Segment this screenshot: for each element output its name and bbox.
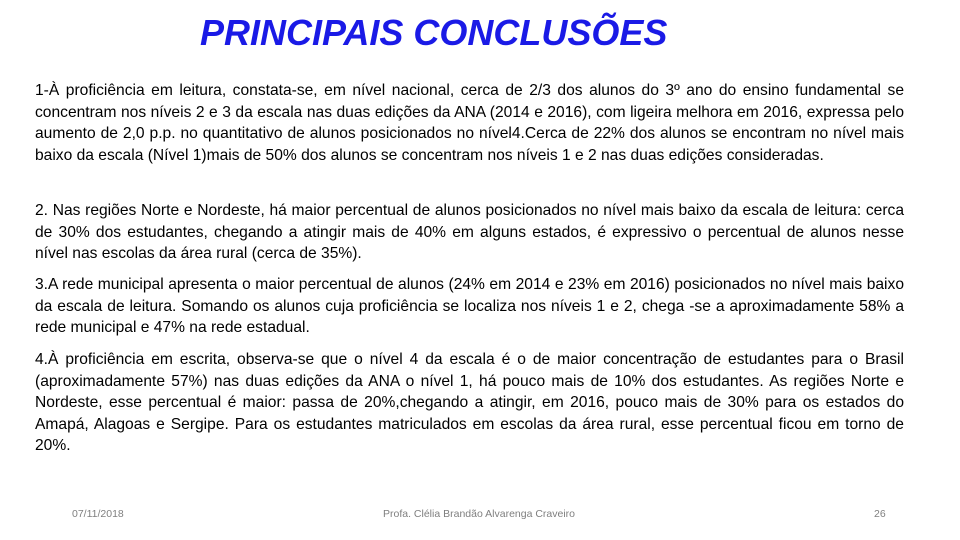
- conclusion-paragraph-1: 1-À proficiência em leitura, constata-se, em nível nacional, cerca de 2/3 dos alunos do 3º ano do ensino fundamental se concentram nos níveis 2 e 3 da escala nas duas edições da ANA (2014 e 2016), com ligeira melhora em 2016, expressa pelo aumento de 2,0 p.p. no quantitativo de alunos posicionados no nível4.Cerca de 22% dos alunos se encontram no nível mais baixo da escala (Nível 1)mais de 50% dos alunos se concentram nos níveis 1 e 2 nas duas edições consideradas.: [35, 82, 904, 164]
- footer-page-number: 26: [874, 508, 886, 520]
- footer-author: Profa. Clélia Brandão Alvarenga Craveiro: [383, 508, 576, 520]
- slide-title: PRINCIPAIS CONCLUSÕES: [200, 12, 668, 53]
- footer-date: 07/11/2018: [72, 508, 124, 520]
- conclusion-paragraph-2: 2. Nas regiões Norte e Nordeste, há maior percentual de alunos posicionados no nível mais baixo da escala de leitura: cerca de 30% dos estudantes, chegando a atingir mais de 40% em alguns estados, é expressivo o percentual de alunos nesse nível nas escolas da área rural (cerca de 35%).: [35, 202, 904, 262]
- conclusion-paragraph-4: 4.À proficiência em escrita, observa-se que o nível 4 da escala é o de maior concentração de estudantes para o Brasil (aproximadamente 57%) nas duas edições da ANA o nível 1, há pouco mais de 10% dos estudantes. As regiões Norte e Nordeste, esse percentual é maior: passa de 20%,chegando a atingir, em 2016, pouco mais de 30% para os estados do Amapá, Alagoas e Sergipe. Para os estudantes matriculados em escolas da área rural, esse percentual ficou em torno de 20%.: [35, 351, 904, 454]
- conclusion-paragraph-3: 3.A rede municipal apresenta o maior percentual de alunos (24% em 2014 e 23% em 2016) posicionados no nível mais baixo da escala de leitura. Somando os alunos cuja proficiência se localiza nos níveis 1 e 2, chega -se a aproximadamente 58% a rede municipal e 47% na rede estadual.: [35, 276, 904, 336]
